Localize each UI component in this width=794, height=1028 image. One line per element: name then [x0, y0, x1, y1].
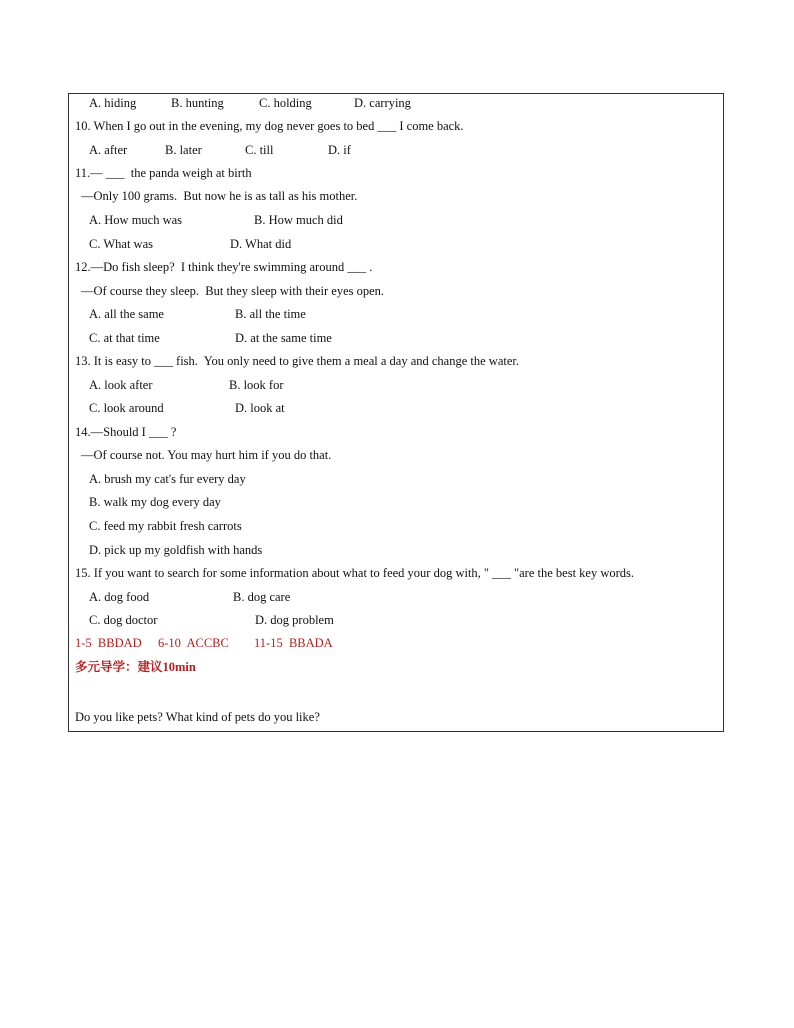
q14-option-d: D. pick up my goldfish with hands [89, 543, 263, 557]
q14-option-a: A. brush my cat's fur every day [89, 472, 246, 486]
q10-option-b: B. later [165, 143, 202, 157]
q15-option-b: B. dog care [233, 590, 291, 604]
q14-option-c: C. feed my rabbit fresh carrots [89, 519, 242, 533]
answer-key-1-5: 1-5 BBDAD [75, 636, 142, 650]
q9-option-a: A. hiding [89, 96, 137, 110]
q13-option-c: C. look around [89, 401, 164, 415]
q13-stem: 13. It is easy to ___ fish. You only need to give them a meal a day and change the water. [75, 354, 519, 368]
q14-stem: 14.—Should I ___ ? [75, 425, 177, 439]
q11-option-d: D. What did [230, 237, 292, 251]
q10-option-c: C. till [245, 143, 274, 157]
q11-reply: —Only 100 grams. But now he is as tall as his mother. [81, 189, 358, 203]
q12-option-c: C. at that time [89, 331, 160, 345]
q9-option-c: C. holding [259, 96, 312, 110]
q13-option-a: A. look after [89, 378, 153, 392]
q14-reply: —Of course not. You may hurt him if you do that. [81, 448, 332, 462]
q9-option-b: B. hunting [171, 96, 224, 110]
section-heading: 多元导学：建议10min [75, 660, 196, 674]
q15-option-a: A. dog food [89, 590, 150, 604]
answer-key-11-15: 11-15 BBADA [254, 636, 333, 650]
q11-option-c: C. What was [89, 237, 153, 251]
q10-option-d: D. if [328, 143, 351, 157]
q15-option-d: D. dog problem [255, 613, 334, 627]
q12-option-d: D. at the same time [235, 331, 332, 345]
q15-stem: 15. If you want to search for some information about what to feed your dog with, " ___ "are the best key words. [75, 566, 635, 580]
q12-stem: 12.—Do fish sleep? I think they're swimming around ___ . [75, 260, 373, 274]
q12-option-b: B. all the time [235, 307, 306, 321]
q12-reply: —Of course they sleep. But they sleep with their eyes open. [81, 284, 385, 298]
answer-key-6-10: 6-10 ACCBC [158, 636, 229, 650]
q11-option-b: B. How much did [254, 213, 343, 227]
q13-option-d: D. look at [235, 401, 285, 415]
discussion-prompt: Do you like pets? What kind of pets do you like? [75, 710, 320, 724]
q11-option-a: A. How much was [89, 213, 183, 227]
q15-option-c: C. dog doctor [89, 613, 158, 627]
q14-option-b: B. walk my dog every day [89, 495, 221, 509]
q10-stem: 10. When I go out in the evening, my dog never goes to bed ___ I come back. [75, 119, 464, 133]
q10-option-a: A. after [89, 143, 128, 157]
q11-stem: 11.— ___ the panda weigh at birth [75, 166, 252, 180]
q13-option-b: B. look for [229, 378, 284, 392]
q9-option-d: D. carrying [354, 96, 411, 110]
q12-option-a: A. all the same [89, 307, 164, 321]
